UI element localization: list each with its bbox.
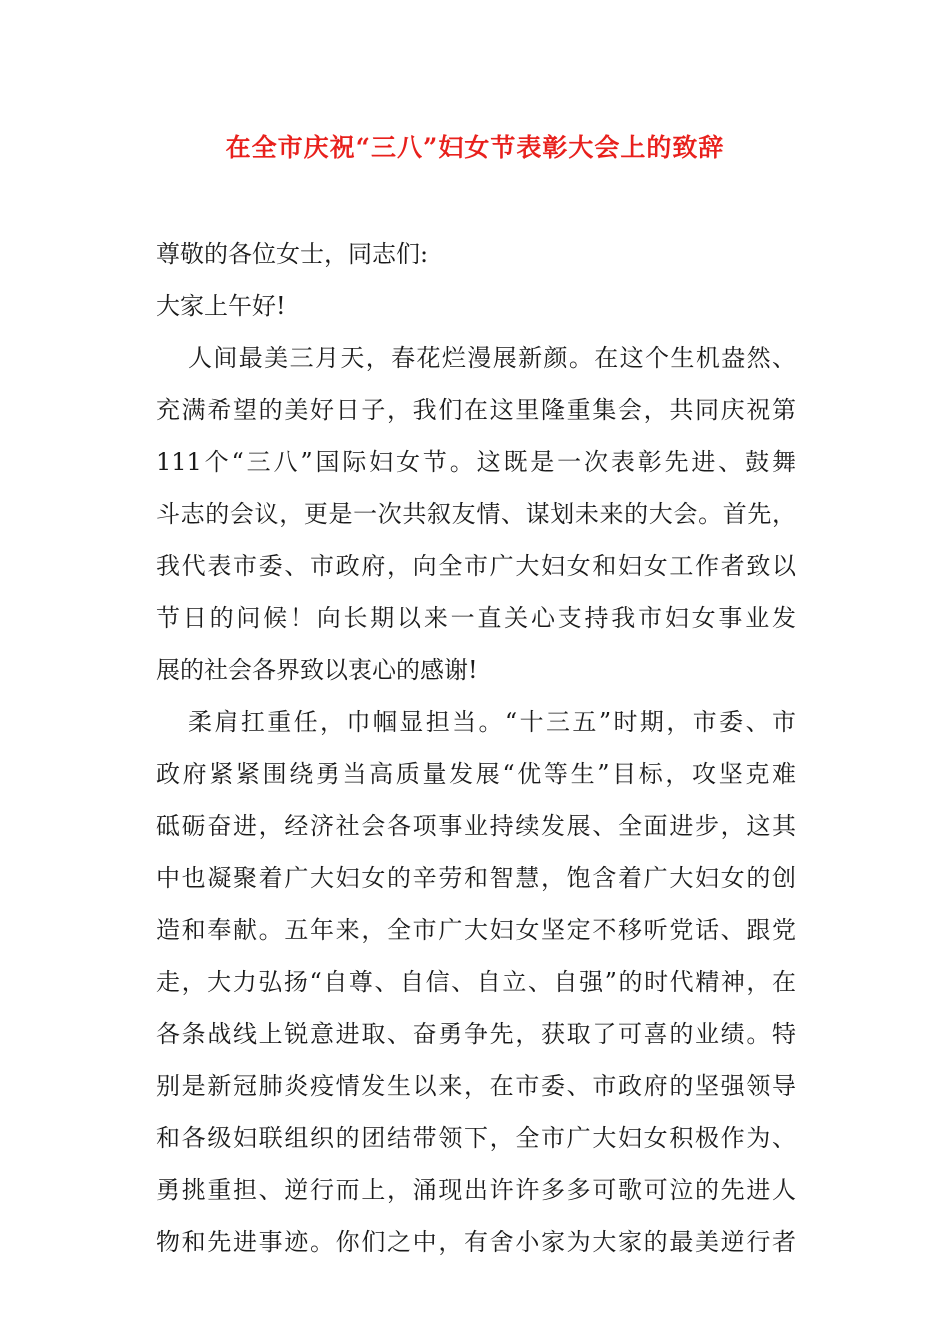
paragraph-2-line-1: 柔肩扛重任，巾帼显担当。“十三五”时期，市委、市 — [188, 708, 796, 736]
paragraph-2-line-7: 各条战线上锐意进取、奋勇争先，获取了可喜的业绩。特 — [156, 1020, 796, 1048]
paragraph-2-line-9: 和各级妇联组织的团结带领下，全市广大妇女积极作为、 — [156, 1124, 796, 1152]
paragraph-1-line-3: 111个“三八”国际妇女节。这既是一次表彰先进、鼓舞 — [156, 448, 796, 476]
paragraph-1-line-6: 节日的问候！向长期以来一直关心支持我市妇女事业发 — [156, 604, 796, 632]
paragraph-1-line-7: 展的社会各界致以衷心的感谢! — [156, 656, 478, 684]
paragraph-1-line-1: 人间最美三月天，春花烂漫展新颜。在这个生机盎然、 — [188, 344, 796, 372]
paragraph-1-line-4: 斗志的会议，更是一次共叙友情、谋划未来的大会。首先， — [156, 500, 796, 528]
paragraph-2-line-3: 砥砺奋进，经济社会各项事业持续发展、全面进步，这其 — [156, 812, 796, 840]
paragraph-1-line-2: 充满希望的美好日子，我们在这里隆重集会，共同庆祝第 — [156, 396, 796, 424]
paragraph-2-line-10: 勇挑重担、逆行而上，涌现出许许多多可歌可泣的先进人 — [156, 1176, 796, 1204]
paragraph-2-line-11: 物和先进事迹。你们之中，有舍小家为大家的最美逆行者 — [156, 1228, 796, 1256]
greeting-line: 大家上午好! — [156, 292, 286, 320]
document-body — [156, 228, 796, 1268]
paragraph-2-line-2: 政府紧紧围绕勇当高质量发展“优等生”目标，攻坚克难 — [156, 760, 796, 788]
paragraph-2-line-8: 别是新冠肺炎疫情发生以来，在市委、市政府的坚强领导 — [156, 1072, 796, 1100]
paragraph-2-line-6: 走，大力弘扬“自尊、自信、自立、自强”的时代精神，在 — [156, 968, 796, 996]
paragraph-1-line-5: 我代表市委、市政府，向全市广大妇女和妇女工作者致以 — [156, 552, 796, 580]
paragraph-2-line-5: 造和奉献。五年来，全市广大妇女坚定不移听党话、跟党 — [156, 916, 796, 944]
document-title: 在全市庆祝“三八”妇女节表彰大会上的致辞 — [225, 133, 725, 162]
salutation-line: 尊敬的各位女士，同志们: — [156, 240, 429, 268]
paragraph-2-line-4: 中也凝聚着广大妇女的辛劳和智慧，饱含着广大妇女的创 — [156, 864, 796, 892]
